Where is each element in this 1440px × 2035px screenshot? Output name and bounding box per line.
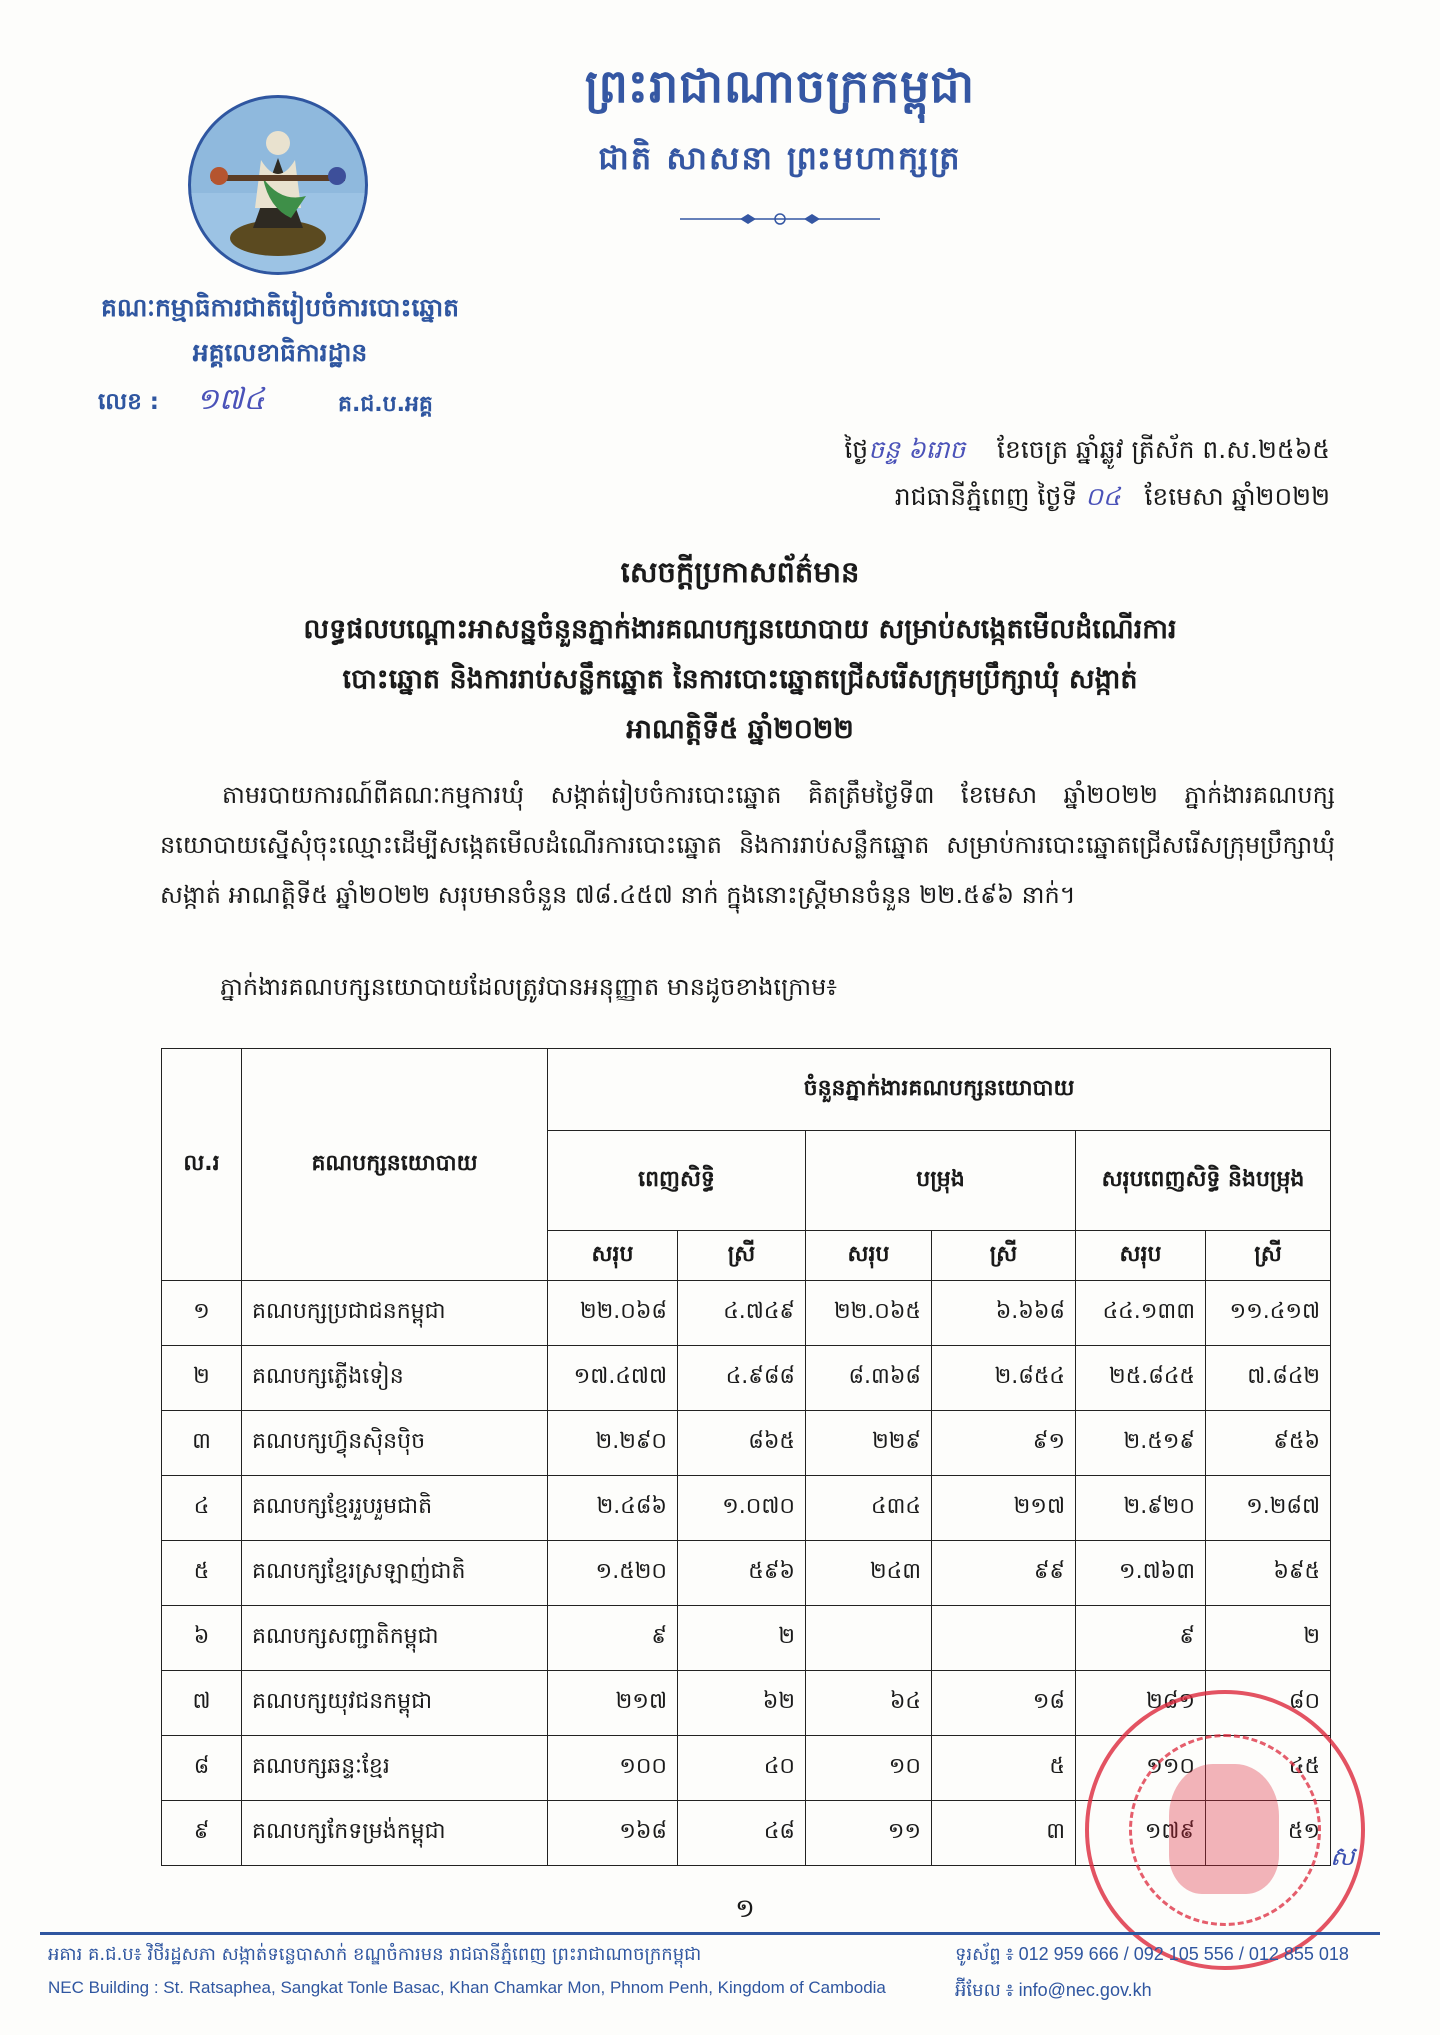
footer-email[interactable]: អ៊ីមែល ៖ info@nec.gov.kh — [955, 1980, 1152, 2000]
lunar-day-handwritten: ចន្ទ ៦រោច — [868, 435, 966, 464]
table-row — [162, 1476, 1331, 1541]
kingdom-title: ព្រះរាជាណាចក្រកម្ពុជា — [584, 59, 976, 113]
agent-count-cell: ៨០ — [1206, 1671, 1331, 1736]
agent-count-cell: ១១ — [806, 1801, 932, 1866]
announcement-title: សេចក្តីប្រកាសព័ត៌មាន — [620, 555, 860, 589]
lunar-date-rest: ខែចេត្រ ឆ្នាំឆ្លូវ ត្រីស័ក ព.ស.២៥៦៥ — [997, 435, 1330, 464]
agent-count-cell: ២១៧ — [548, 1671, 678, 1736]
row-number: ៥ — [162, 1541, 242, 1606]
agent-count-cell — [932, 1606, 1076, 1671]
subtitle-line: អាណត្តិទី៥ ឆ្នាំ២០២២ — [626, 714, 854, 745]
agent-count-cell: ៦៩៥ — [1206, 1541, 1331, 1606]
agent-count-cell: ៥១ — [1206, 1801, 1331, 1866]
agent-count-cell: ២២.០៦៥ — [806, 1281, 932, 1346]
agent-count-cell: ១.៧៦៣ — [1076, 1541, 1206, 1606]
solar-day-handwritten: ០៤ — [1085, 482, 1121, 511]
ornament-divider-icon — [680, 212, 880, 226]
agent-count-cell: ៦៤ — [806, 1671, 932, 1736]
agent-count-cell: ៩៥៦ — [1206, 1411, 1331, 1476]
footer-phone: ទូរស័ព្ទ ៖ 012 959 666 / 092 105 556 / 012 855 018 — [955, 1944, 1349, 1964]
agent-count-cell: ២៤៣ — [806, 1541, 932, 1606]
row-number: ៩ — [162, 1801, 242, 1866]
seal-emblem — [1169, 1764, 1279, 1894]
row-number: ២ — [162, 1346, 242, 1411]
header-leaf: ស្រី — [678, 1231, 806, 1281]
agent-count-cell: ២.២៩០ — [548, 1411, 678, 1476]
table-row — [162, 1541, 1331, 1606]
agent-count-cell: ៨៦៥ — [678, 1411, 806, 1476]
solar-date-prefix: រាជធានីភ្នំពេញ ថ្ងៃទី — [894, 482, 1078, 511]
lunar-date-prefix: ថ្ងៃ — [844, 435, 869, 464]
agent-count-cell: ២១៧ — [932, 1476, 1076, 1541]
table-row — [162, 1411, 1331, 1476]
header-total: សរុបពេញសិទ្ធិ និងបម្រុង — [1076, 1131, 1331, 1231]
agent-count-cell: ៨.៣៦៨ — [806, 1346, 932, 1411]
agent-count-cell: ២ — [678, 1606, 806, 1671]
header-leaf: សរុប — [1076, 1231, 1206, 1281]
national-motto: ជាតិ សាសនា ព្រះមហាក្សត្រ — [598, 139, 962, 177]
row-number: ៣ — [162, 1411, 242, 1476]
organization-name: គណៈកម្មាធិការជាតិរៀបចំការបោះឆ្នោត — [100, 293, 460, 322]
agent-count-cell: ១៨ — [932, 1671, 1076, 1736]
agent-count-cell: ២.៨៥៤ — [932, 1346, 1076, 1411]
page-number: ១ — [735, 1894, 755, 1924]
party-name: គណបក្សភ្លើងទៀន — [242, 1346, 548, 1411]
agent-count-cell: ១១.៤១៧ — [1206, 1281, 1331, 1346]
header-group: ចំនួនភ្នាក់ងារគណបក្សនយោបាយ — [548, 1049, 1331, 1131]
agent-count-cell: ៤៤.១៣៣ — [1076, 1281, 1206, 1346]
row-number: ៦ — [162, 1606, 242, 1671]
nec-logo-icon — [188, 95, 368, 275]
agent-count-cell: ២៥.៨៤៥ — [1076, 1346, 1206, 1411]
agent-count-cell: ១៧.៤៧៧ — [548, 1346, 678, 1411]
agent-count-cell: ៤.៧៤៩ — [678, 1281, 806, 1346]
agent-count-cell: ២៨១ — [1076, 1671, 1206, 1736]
header-leaf: សរុប — [806, 1231, 932, 1281]
subtitle-line: បោះឆ្នោត និងការរាប់សន្លឹកឆ្នោត នៃការបោះឆ្នោតជ្រើសរើសក្រុមប្រឹក្សាឃុំ សង្កាត់ — [342, 664, 1138, 695]
agent-count-cell: ១.០៧០ — [678, 1476, 806, 1541]
party-name: គណបក្សប្រជាជនកម្ពុជា — [242, 1281, 548, 1346]
agent-count-cell: ៤៣៤ — [806, 1476, 932, 1541]
agent-count-cell: ២២៩ — [806, 1411, 932, 1476]
agent-count-cell: ១.២៨៧ — [1206, 1476, 1331, 1541]
agent-count-cell: ៩៩ — [932, 1541, 1076, 1606]
agent-count-cell: ៤៨ — [678, 1801, 806, 1866]
header-leaf: ស្រី — [1206, 1231, 1331, 1281]
signature: ស — [1330, 1842, 1355, 1872]
agent-count-cell: ២.៥១៩ — [1076, 1411, 1206, 1476]
agent-count-cell: ៥៩៦ — [678, 1541, 806, 1606]
row-number: ៨ — [162, 1736, 242, 1801]
row-number: ៤ — [162, 1476, 242, 1541]
agent-count-cell: ២២.០៦៨ — [548, 1281, 678, 1346]
paragraph-text: តាមរបាយការណ៍ពីគណៈកម្មការឃុំ សង្កាត់រៀបចំការបោះឆ្នោត គិតត្រឹមថ្ងៃទី៣ ខែមេសា ឆ្នាំ២០២២ ភ្នាក់ងារគណបក្សនយោបាយស្នើសុំចុះឈ្មោះដើម្បីសង្កេតមើលដំណើរការបោះឆ្នោត និងការរាប់សន្លឹកឆ្នោត សម្រាប់ការបោះឆ្នោតជ្រើសរើសក្រុមប្រឹក្សាឃុំ សង្កាត់ អាណត្តិទី៥ ឆ្នាំ២០២២ សរុបមានចំនួន ៧៨.៤៥៧ នាក់ ក្នុងនោះស្ត្រីមានចំនួន ២២.៥៩៦ នាក់។ — [160, 781, 1335, 909]
header-leaf: ស្រី — [932, 1231, 1076, 1281]
header-full-rights: ពេញសិទ្ធិ — [548, 1131, 806, 1231]
official-seal-stamp — [1085, 1690, 1365, 1970]
agent-count-cell: ១៦៨ — [548, 1801, 678, 1866]
agent-count-cell: ៩ — [548, 1606, 678, 1671]
agent-count-cell: ៦.៦៦៨ — [932, 1281, 1076, 1346]
row-number: ៧ — [162, 1671, 242, 1736]
party-name: គណបក្សសញ្ជាតិកម្ពុជា — [242, 1606, 548, 1671]
header-party: គណបក្សនយោបាយ — [242, 1049, 548, 1281]
agent-count-cell: ៦២ — [678, 1671, 806, 1736]
lunar-date — [700, 435, 1330, 471]
header-reserve: បម្រុង — [806, 1131, 1076, 1231]
table-row — [162, 1346, 1331, 1411]
footer-divider — [40, 1932, 1380, 1935]
agent-count-cell — [806, 1606, 932, 1671]
subtitle-line: លទ្ធផលបណ្តោះអាសន្នចំនួនភ្នាក់ងារគណបក្សនយោបាយ សម្រាប់សង្កេតមើលដំណើរការ — [303, 614, 1177, 645]
agent-count-cell: ១.៥២០ — [548, 1541, 678, 1606]
agent-count-cell: ២.៩២០ — [1076, 1476, 1206, 1541]
footer-address-khmer: អគារ គ.ជ.ប៖ វិថីរដ្ឋសភា សង្កាត់ទន្លេបាសាក់ ខណ្ឌចំការមន រាជធានីភ្នំពេញ ព្រះរាជាណាចក្រកម្ពុជា — [48, 1944, 702, 1965]
row-number: ១ — [162, 1281, 242, 1346]
agent-count-cell: ១១០ — [1076, 1736, 1206, 1801]
party-name: គណបក្សហ៊្វុនស៊ិនប៉ិច — [242, 1411, 548, 1476]
solar-date-rest: ខែមេសា ឆ្នាំ២០២២ — [1144, 482, 1330, 511]
footer-address-english: NEC Building : St. Ratsaphea, Sangkat Tonle Basac, Khan Chamkar Mon, Phnom Penh, Kingdom of Cambodia — [48, 1978, 886, 1997]
agent-count-cell: ៩ — [1076, 1606, 1206, 1671]
header-no: ល.រ — [162, 1049, 242, 1281]
agent-count-cell: ៤០ — [678, 1736, 806, 1801]
agent-count-cell: ១៧៩ — [1076, 1801, 1206, 1866]
agent-count-cell: ៥ — [932, 1736, 1076, 1801]
header-leaf: សរុប — [548, 1231, 678, 1281]
agent-count-cell: ៧.៨៤២ — [1206, 1346, 1331, 1411]
department-name: អគ្គលេខាធិការដ្ឋាន — [192, 338, 368, 367]
agent-count-cell: ៩១ — [932, 1411, 1076, 1476]
table-row — [162, 1281, 1331, 1346]
party-name: គណបក្សយុវជនកម្ពុជា — [242, 1671, 548, 1736]
party-name: គណបក្សខ្មែររួបរួមជាតិ — [242, 1476, 548, 1541]
agent-count-cell: ៤.៩៨៨ — [678, 1346, 806, 1411]
party-name: គណបក្សខ្មែរស្រឡាញ់ជាតិ — [242, 1541, 548, 1606]
solar-date — [700, 482, 1330, 518]
agent-count-cell: ២ — [1206, 1606, 1331, 1671]
agent-count-cell: ១០០ — [548, 1736, 678, 1801]
agent-count-cell: ២.៤៨៦ — [548, 1476, 678, 1541]
announcement-subtitle — [160, 605, 1320, 755]
party-name: គណបក្សកែទម្រង់កម្ពុជា — [242, 1801, 548, 1866]
reference-label: លេខ : — [98, 389, 160, 415]
reference-number: ១៧៤ — [196, 382, 265, 417]
agent-count-cell: ៣ — [932, 1801, 1076, 1866]
reference-code: គ.ជ.ប.អគ្គ — [338, 392, 433, 417]
agent-count-cell: ៤៥ — [1206, 1736, 1331, 1801]
body-paragraph — [160, 770, 1335, 920]
agent-count-cell: ១០ — [806, 1736, 932, 1801]
party-name: គណបក្សឆន្ទៈខ្មែរ — [242, 1736, 548, 1801]
table-intro: ភ្នាក់ងារគណបក្សនយោបាយដែលត្រូវបានអនុញ្ញាត មានដូចខាងក្រោម៖ — [220, 973, 837, 1001]
table-row — [162, 1606, 1331, 1671]
